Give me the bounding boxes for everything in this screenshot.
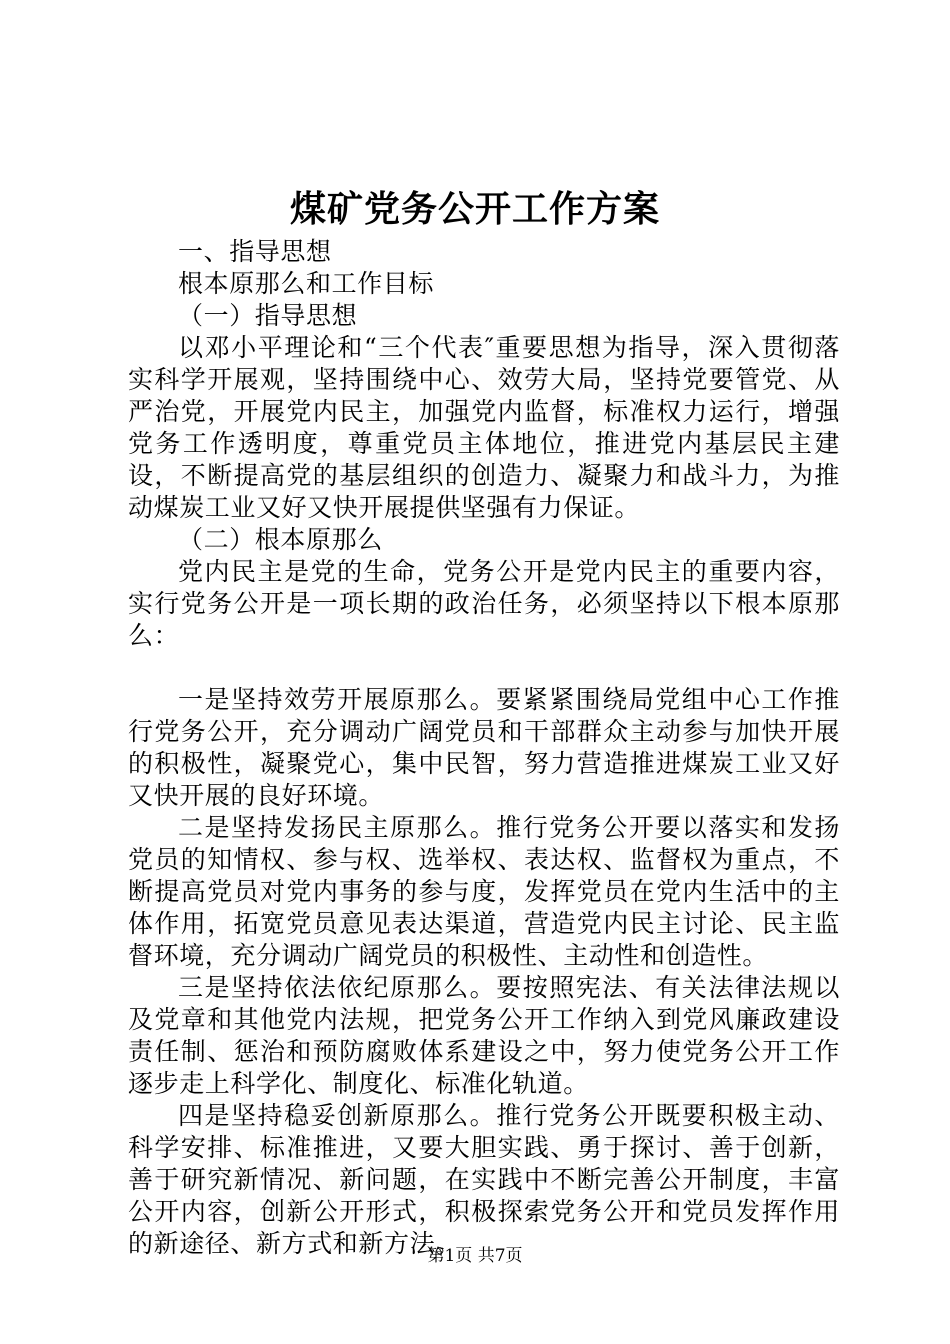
body-paragraph: 二是坚持发扬民主原那么。推行党务公开要以落实和发扬党员的知情权、参与权、选举权、表达权、监督权为重点，不断提高党员对党内事务的参与度，发挥党员在党内生活中的主体作用，拓宽党员意见表达渠道，营造党内民主讨论、民主监督环境，充分调动广阔党员的积极性、主动性和创造性。 [128, 813, 840, 970]
body-paragraph: 以邓小平理论和“三个代表″重要思想为指导，深入贯彻落实科学开展观，坚持围绕中心、效劳大局，坚持党要管党、从严治党，开展党内民主，加强党内监督，标准权力运行，增强党务工作透明度，尊重党员主体地位，推进党内基层民主建设，不断提高党的基层组织的创造力、凝聚力和战斗力，为推动煤炭工业又好又快开展提供坚强有力保证。 [128, 333, 840, 522]
body-paragraph: 党内民主是党的生命，党务公开是党内民主的重要内容，实行党务公开是一项长期的政治任务，必须坚持以下根本原那么： [128, 557, 840, 650]
page-number-footer: 第1页 共7页 [427, 1246, 523, 1266]
document-body [128, 236, 840, 1260]
section-heading-guiding-ideology: 一、指导思想 [178, 237, 332, 266]
body-paragraph: 三是坚持依法依纪原那么。要按照宪法、有关法律法规以及党章和其他党内法规，把党务公开工作纳入到党风廉政建设责任制、惩治和预防腐败体系建设之中，努力使党务公开工作逐步走上科学化、制度化、标准化轨道。 [128, 973, 840, 1098]
document-title: 煤矿党务公开工作方案 [289, 188, 660, 230]
body-paragraph: 四是坚持稳妥创新原那么。推行党务公开既要积极主动、科学安排、标准推进，又要大胆实践、勇于探讨、善于创新，善于研究新情况、新问题，在实践中不断完善公开制度，丰富公开内容，创新公开形式，积极探索党务公开和党员发挥作用的新途径、新方式和新方法。 [128, 1101, 840, 1258]
subsection-heading-basic-principles: （二）根本原那么 [178, 525, 383, 554]
body-paragraph: 一是坚持效劳开展原那么。要紧紧围绕局党组中心工作推行党务公开，充分调动广阔党员和干部群众主动参与加快开展的积极性，凝聚党心，集中民智，努力营造推进煤炭工业又好又快开展的良好环境。 [128, 685, 840, 810]
subsection-heading-guiding-ideology: （一）指导思想 [178, 301, 358, 330]
section-subheading-principles-goals: 根本原那么和工作目标 [178, 269, 435, 298]
